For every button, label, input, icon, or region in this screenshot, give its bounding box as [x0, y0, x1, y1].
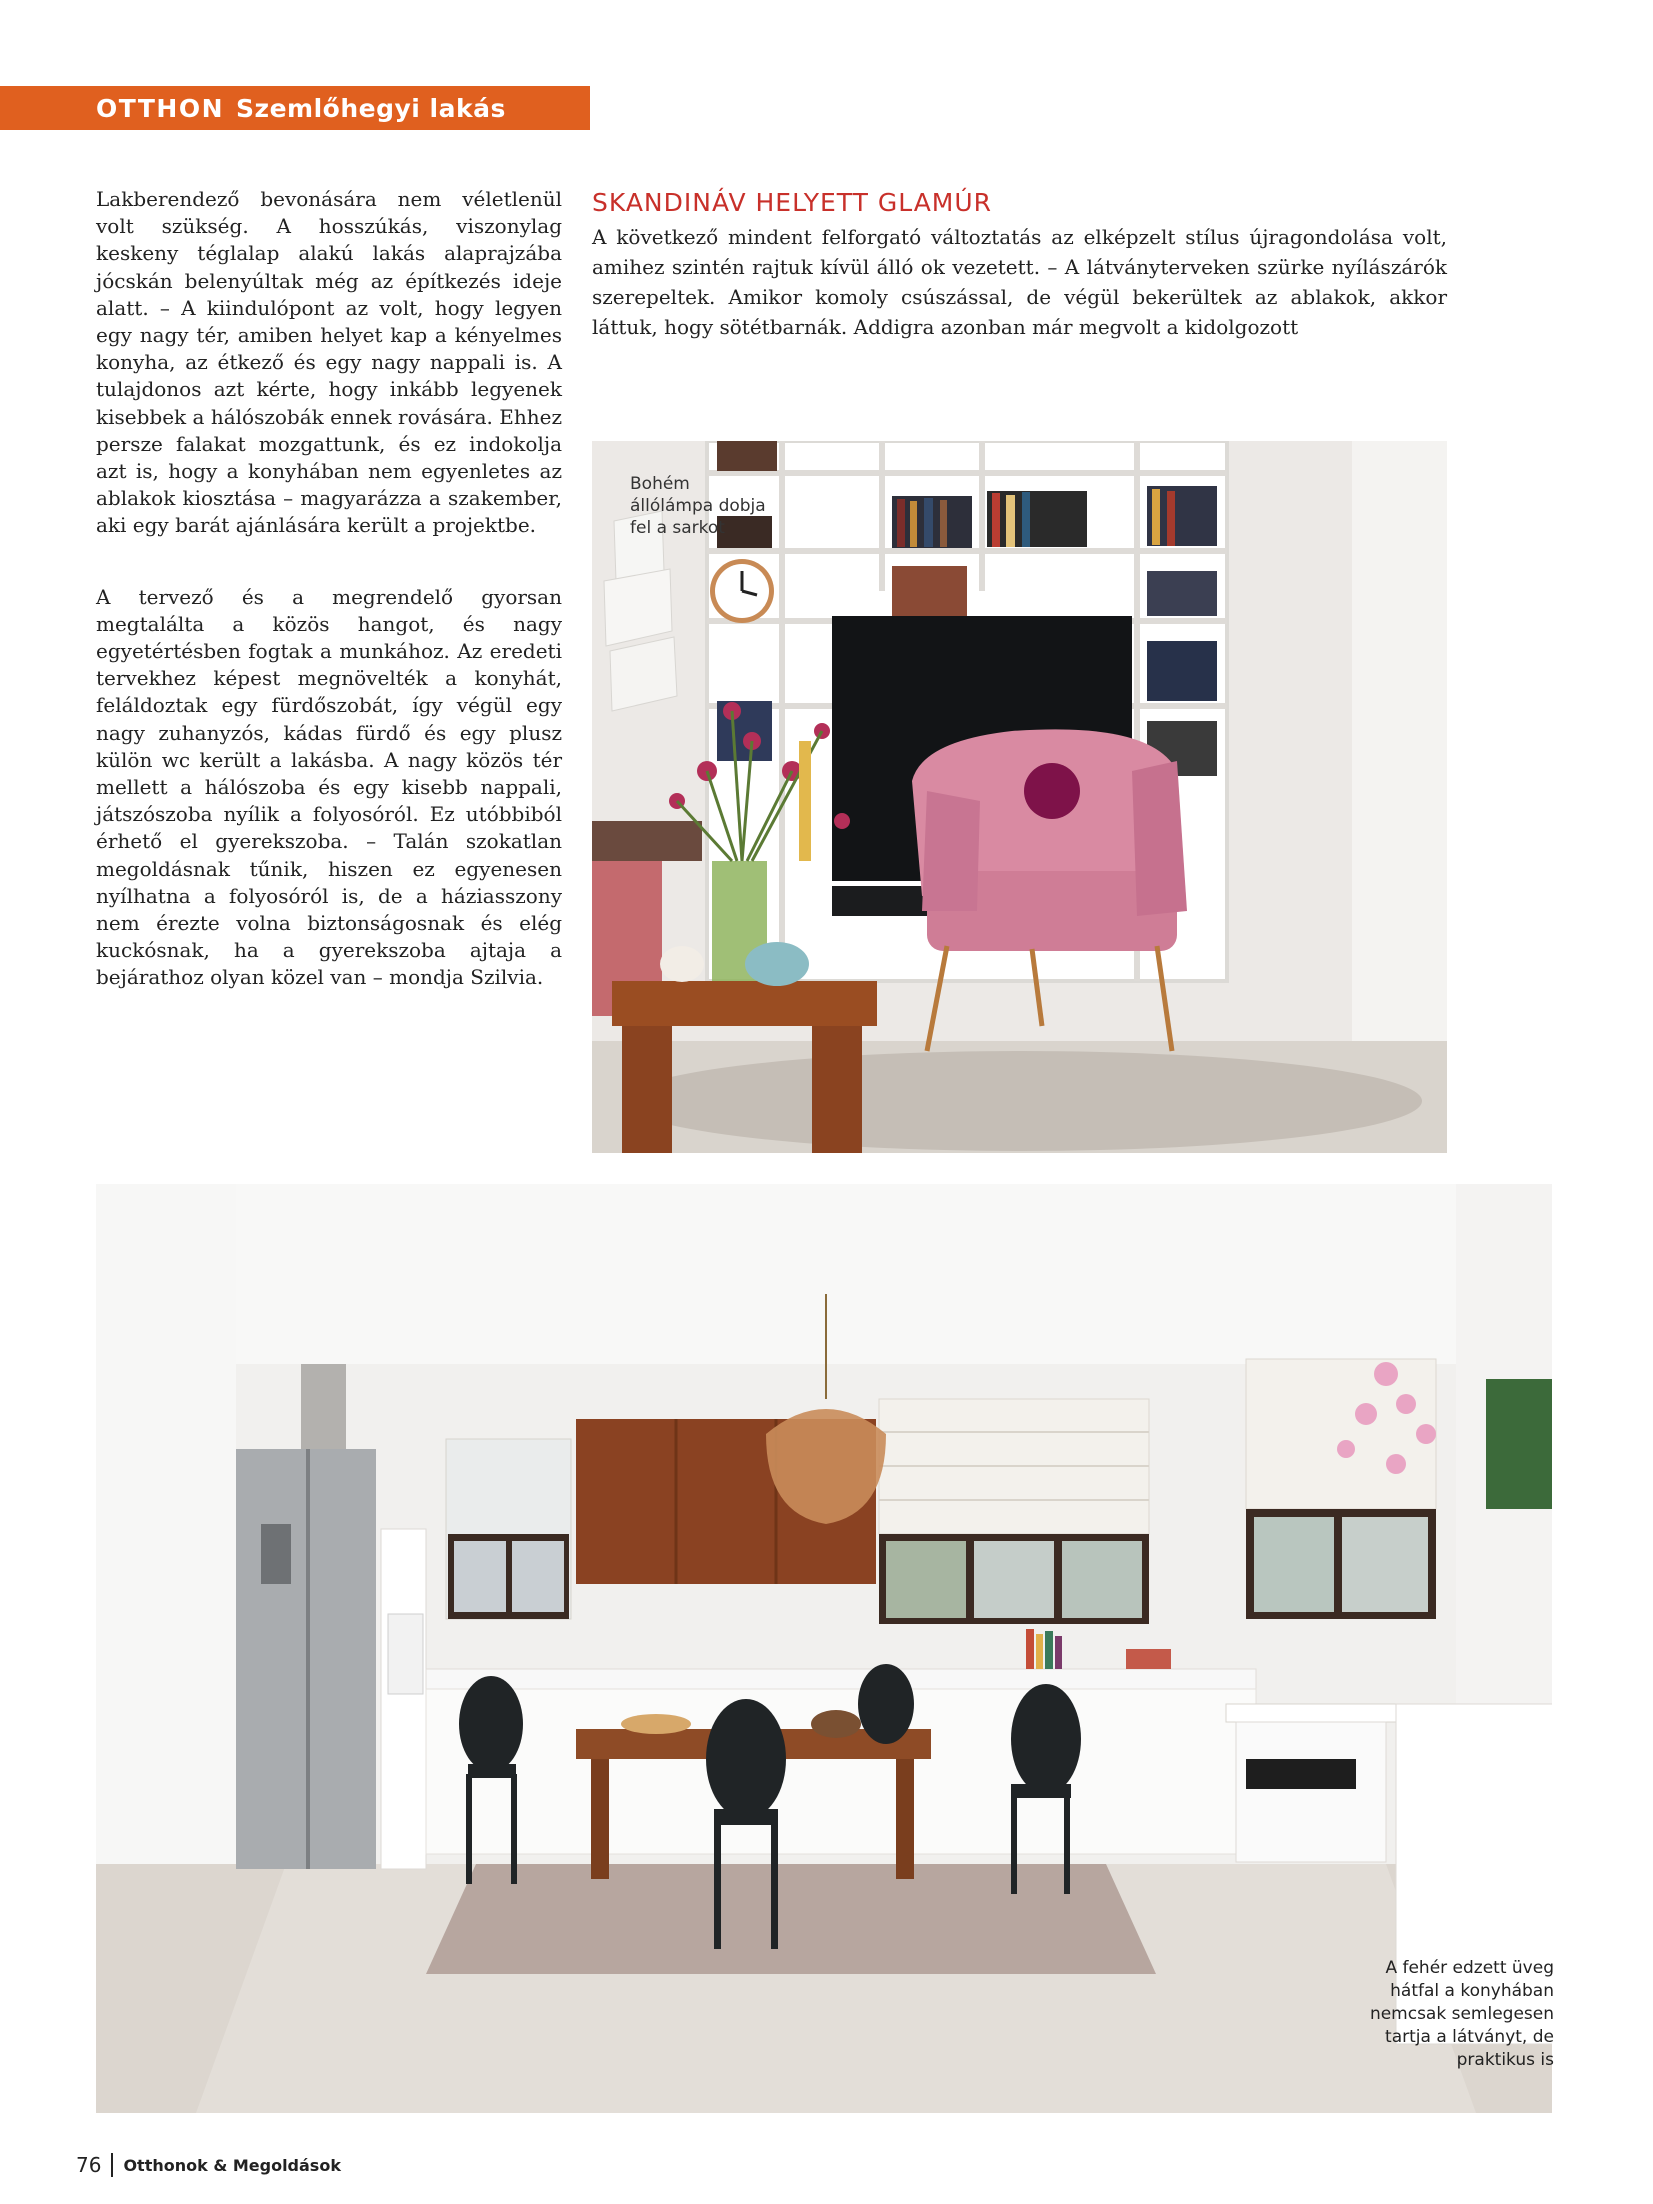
sub-heading: SKANDINÁV HELYETT GLAMÚR: [592, 188, 993, 217]
left-text-column: [96, 186, 562, 1036]
caption-line: Bohém: [630, 474, 690, 494]
living-room-caption: [630, 473, 766, 539]
caption-line: állólámpa dobja: [630, 496, 766, 516]
page-number: 76: [76, 2153, 102, 2177]
right-text-column: [592, 222, 1447, 342]
article-subject: Szemlőhegyi lakás: [236, 93, 506, 123]
living-room-photo: [592, 441, 1447, 1153]
caption-line: nemcsak semlegesen: [1369, 2004, 1554, 2024]
caption-line: A fehér edzett üveg: [1385, 1958, 1554, 1978]
magazine-logo: Otthonok & Megoldások: [123, 2155, 341, 2175]
footer-divider: [111, 2153, 113, 2177]
body-paragraph: A következő mindent felforgató változtatás az elképzelt stílus újragondolása volt, amihez szintén rajtuk kívül álló ok vezetett. – A látványterveken szürke nyílászárók szerepeltek. Amikor komoly csúszással, de végül bekerültek az ablakok, akkor láttuk, hogy sötétbarnák. Addigra azonban már megvolt a kidolgozott: [592, 225, 1447, 339]
section-label: OTTHON: [96, 93, 225, 123]
caption-line: praktikus is: [1456, 2050, 1554, 2070]
body-paragraph: A tervező és a megrendelő gyorsan megtalálta a közös hangot, és nagy egyetértésben fogtak a munkához. Az eredeti tervekhez képest megnövelték a konyhát, feláldoztak egy fürdőszobát, így végül egy nagy zuhanyzós, kádas fürdő és egy plusz külön wc került a lakásba. A nagy közös tér mellett a hálószoba és egy kisebb nappali, játszószoba nyílik a folyosóról. Ez utóbbiból érhető el gyerekszoba. – Talán szokatlan megoldásnak tűnik, hiszen ez egyenesen nyílhatna a folyosóról is, de a háziasszony nem érezte volna biztonságosnak és elég kuckósnak, ha a gyerekszoba ajtaja a bejárathoz olyan közel van – mondja Szilvia.: [96, 584, 562, 990]
kitchen-caption: [1324, 1957, 1554, 2072]
caption-line: fel a sarkot: [630, 518, 725, 538]
body-paragraph: Lakberendező bevonására nem véletlenül volt szükség. A hosszúkás, viszonylag keskeny téglalap alakú lakás alaprajzába jócskán belenyúltak még az építkezés ideje alatt. – A kiindulópont az volt, hogy legyen egy nagy tér, amiben helyet kap a kényelmes konyha, az étkező és egy nagy nappali is. A tulajdonos azt kérte, hogy inkább legyenek kisebbek a hálószobák ennek rovására. Ehhez persze falakat mozgattunk, és ez indokolja azt is, hogy a konyhában nem egyenletes az ablakok kiosztása – magyarázza a szakember, aki egy barát ajánlására került a projektbe.: [96, 187, 562, 538]
caption-line: tartja a látványt, de: [1385, 2027, 1554, 2047]
caption-line: hátfal a konyhában: [1390, 1981, 1554, 2001]
page-footer: [76, 2153, 341, 2177]
section-header-bar: [0, 86, 590, 130]
